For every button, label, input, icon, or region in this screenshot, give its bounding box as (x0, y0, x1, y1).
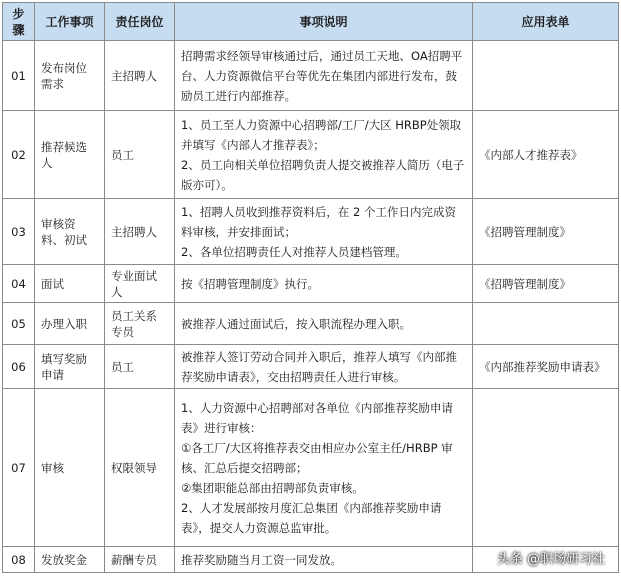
step-cell: 07 (3, 389, 35, 547)
header-form: 应用表单 (473, 3, 619, 41)
item-cell: 填写奖励申请 (35, 345, 105, 389)
role-cell: 员工 (105, 111, 175, 199)
desc-cell (175, 41, 473, 111)
desc-line: ②集团职能总部由招聘部负责审核。 (181, 480, 364, 495)
desc-line: 推荐奖励随当月工资一同发放。 (181, 552, 342, 567)
desc-cell (175, 303, 473, 345)
step-cell: 02 (3, 111, 35, 199)
step-cell: 05 (3, 303, 35, 345)
desc-cell (175, 111, 473, 199)
role-cell: 薪酬专员 (105, 547, 175, 573)
header-step: 步骤 (3, 3, 35, 41)
item-cell: 推荐候选人 (35, 111, 105, 199)
header-item: 工作事项 (35, 3, 105, 41)
table-row (3, 389, 619, 547)
table-row (3, 41, 619, 111)
role-cell: 主招聘人 (105, 199, 175, 265)
step-cell: 01 (3, 41, 35, 111)
role-cell: 专业面试人 (105, 265, 175, 303)
header-role: 责任岗位 (105, 3, 175, 41)
form-cell: 《内部推荐奖励申请表》 (473, 345, 619, 389)
table-row (3, 265, 619, 303)
table-body (3, 41, 619, 573)
table-row (3, 303, 619, 345)
desc-line: 1、人力资源中心招聘部对各单位《内部推荐奖励申请表》进行审核： (181, 400, 453, 435)
table-row (3, 199, 619, 265)
form-cell (473, 303, 619, 345)
desc-cell (175, 199, 473, 265)
desc-cell (175, 265, 473, 303)
form-cell: 《内部人才推荐表》 (473, 111, 619, 199)
form-cell (473, 389, 619, 547)
desc-cell (175, 547, 473, 573)
desc-cell (175, 389, 473, 547)
desc-line: 被推荐人通过面试后，按入职流程办理入职。 (181, 316, 411, 331)
item-cell: 发布岗位需求 (35, 41, 105, 111)
table-header-row (3, 3, 619, 41)
role-cell: 员工关系专员 (105, 303, 175, 345)
desc-line: 2、各单位招聘责任人对推荐人员建档管理。 (181, 244, 407, 259)
role-cell: 主招聘人 (105, 41, 175, 111)
desc-line: 1、招聘人员收到推荐资料后，在 2 个工作日内完成资料审核，并安排面试； (181, 204, 456, 239)
process-table (2, 2, 619, 573)
step-cell: 04 (3, 265, 35, 303)
desc-line: 2、人才发展部按月度汇总集团《内部推荐奖励申请表》，提交人力资源总监审批。 (181, 500, 442, 535)
role-cell: 员工 (105, 345, 175, 389)
desc-line: 按《招聘管理制度》执行。 (181, 276, 319, 291)
desc-line: 被推荐人签订劳动合同并入职后，推荐人填写《内部推荐奖励申请表》，交由招聘责任人进行审核。 (181, 349, 457, 384)
desc-line: 2、员工向相关单位招聘负责人提交被推荐人简历（电子版亦可）。 (181, 157, 465, 192)
form-cell: 《招聘管理制度》 (473, 265, 619, 303)
form-cell: 《招聘管理制度》 (473, 199, 619, 265)
role-cell: 权限领导 (105, 389, 175, 547)
step-cell: 03 (3, 199, 35, 265)
item-cell: 面试 (35, 265, 105, 303)
item-cell: 审核 (35, 389, 105, 547)
header-desc: 事项说明 (175, 3, 473, 41)
item-cell: 审核资料、初试 (35, 199, 105, 265)
desc-line: 招聘需求经领导审核通过后，通过员工天地、OA招聘平台、人力资源微信平台等优先在集团内部进行发布，鼓励员工进行内部推荐。 (181, 48, 463, 103)
table-row (3, 111, 619, 199)
table-row (3, 345, 619, 389)
step-cell: 08 (3, 547, 35, 573)
watermark: 头条 @职场研习社 (496, 552, 605, 567)
item-cell: 办理入职 (35, 303, 105, 345)
step-cell: 06 (3, 345, 35, 389)
form-cell (473, 41, 619, 111)
desc-line: 1、员工至人力资源中心招聘部/工厂/大区 HRBP处领取并填写《内部人才推荐表》； (181, 117, 462, 152)
desc-line: ①各工厂/大区将推荐表交由相应办公室主任/HRBP 审核、汇总后提交招聘部； (181, 440, 453, 475)
desc-cell (175, 345, 473, 389)
item-cell: 发放奖金 (35, 547, 105, 573)
